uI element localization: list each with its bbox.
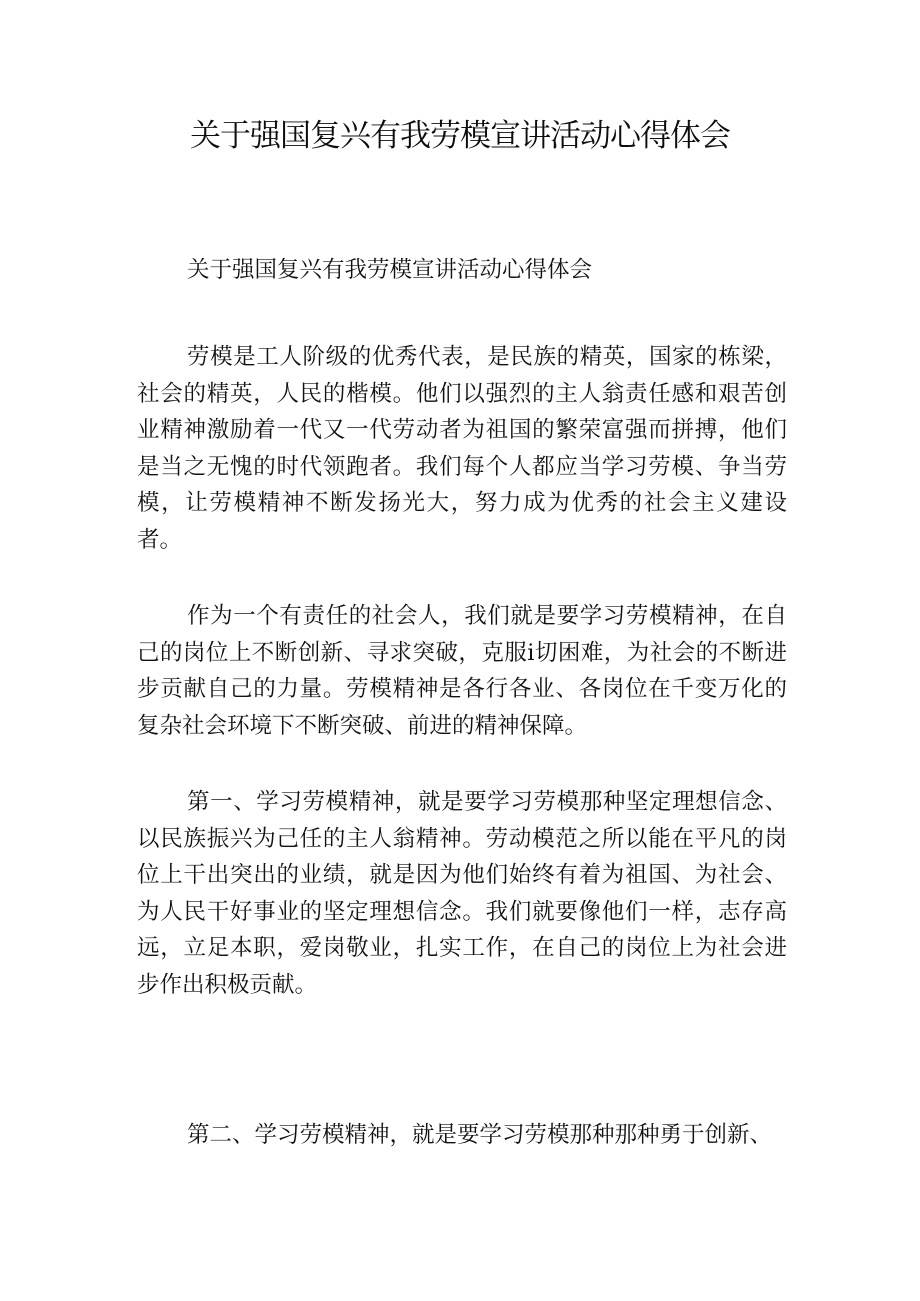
document-title: 关于强国复兴有我劳模宣讲活动心得体会 [190,118,730,154]
document-subtitle: 关于强国复兴有我劳模宣讲活动心得体会 [187,257,593,283]
paragraph-4: 第二、学习劳模精神，就是要学习劳模那种那种勇于创新、 [187,1122,773,1148]
paragraph-2: 作为一个有责任的社会人，我们就是要学习劳模精神，在自己的岗位上不断创新、寻求突破，克服i切困难，为社会的不断进步贡献自己的力量。劳模精神是各行各业、各岗位在千变万化的复杂社会环境下不断突破、前进的精神保障。 [137,603,787,739]
paragraph-3: 第一、学习劳模精神，就是要学习劳模那种坚定理想信念、以民族振兴为己任的主人翁精神。劳动模范之所以能在平凡的岗位上干出突出的业绩，就是因为他们始终有着为祖国、为社会、为人民干好事业的坚定理想信念。我们就要像他们一样，志存高远，立足本职，爱岗敬业，扎实工作，在自己的岗位上为社会进步作出积极贡献。 [137,789,787,998]
paragraph-1: 劳模是工人阶级的优秀代表，是民族的精英，国家的栋梁，社会的精英，人民的楷模。他们以强烈的主人翁责任感和艰苦创业精神激励着一代又一代劳动者为祖国的繁荣富强而拼搏，他们是当之无愧的时代领跑者。我们每个人都应当学习劳模、争当劳模，让劳模精神不断发扬光大，努力成为优秀的社会主义建设者。 [137,344,787,553]
